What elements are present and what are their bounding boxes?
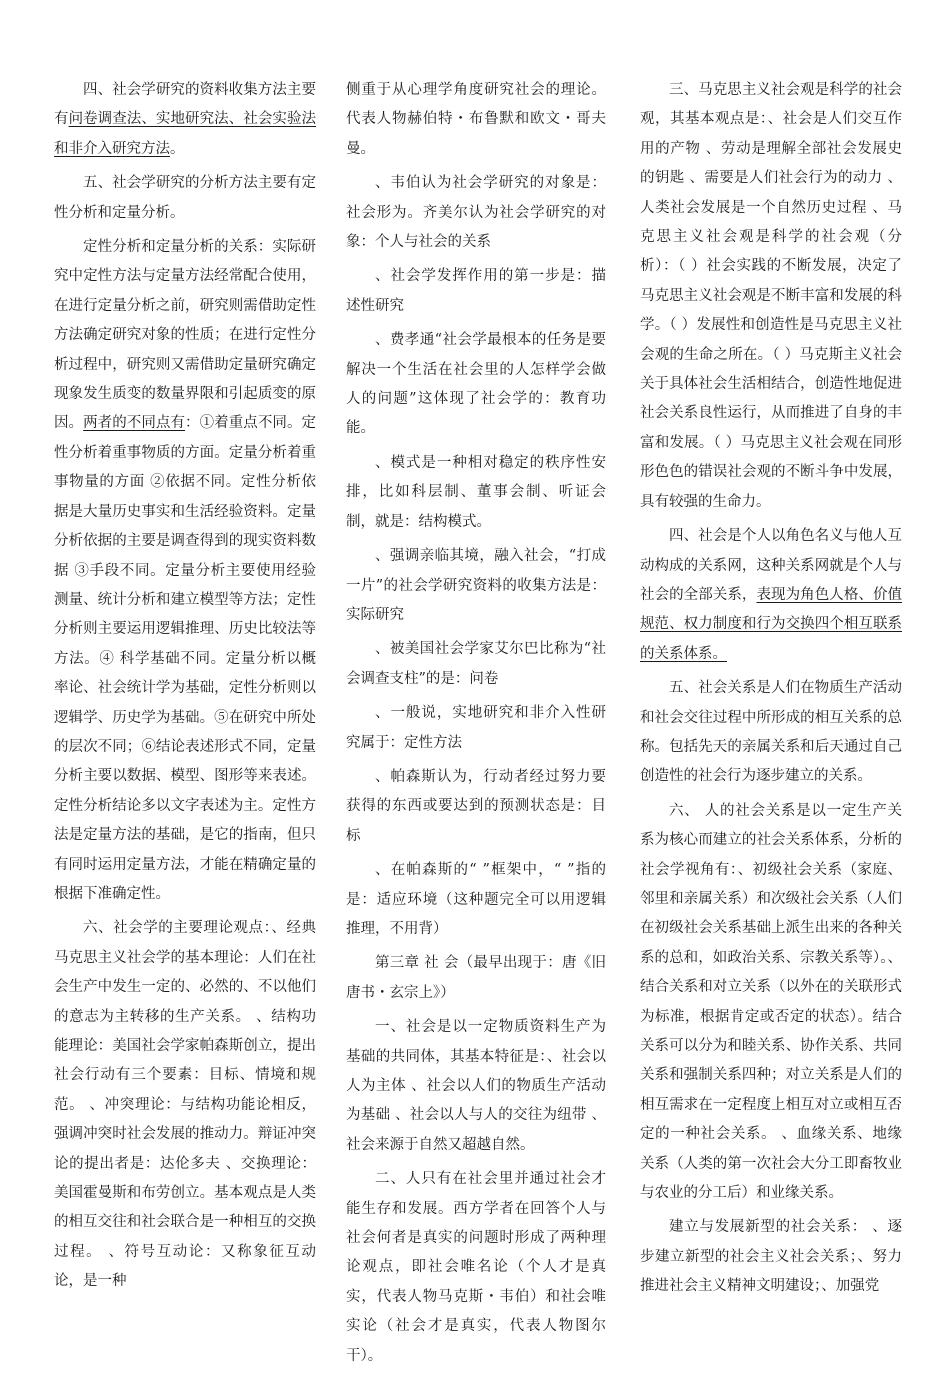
text-run: 六、 人的社会关系是以一定生产关系为核心而建立的社会关系体系，分析的社会学视角有：、初级社会关系（家庭、邻里和亲属关系）和次级社会关系（人们在初级社会关系基础上派生出来的各种关系的总和，如政治关系、宗教关系等）。、结合关系和对立关系（以外在的关联形式为标准，根据肯定或否定的状态）。结合关系可以分为和睦关系、协作关系、共同关系和强制关系四种；对立关系是人们的相互需求在一定程度上相互对立或相互否定的一种社会关系。 、血缘关系、地缘关系（人类的第一次社会大分工即畜牧业与农业的分工后）和业缘关系。	[640, 802, 902, 1202]
paragraph	[640, 674, 902, 792]
text-column-right	[640, 76, 902, 1307]
paragraph	[346, 76, 606, 164]
paragraph	[640, 522, 902, 669]
text-column-middle	[346, 76, 606, 1376]
text-run: 、社会学发挥作用的第一步是：描述性研究	[346, 268, 606, 314]
paragraph	[346, 1165, 606, 1371]
text-run: 、帕森斯认为，行动者经过努力要获得的东西或要达到的预测状态是：目标	[346, 768, 606, 844]
text-run: 。	[170, 140, 185, 157]
text-run: 六、社会学的主要理论观点：、经典马克思主义社会学的基本理论：人们在社会生产中发生一定的、必然的、不以他们的意志为主转移的生产关系。 、结构功能理论：美国社会学家帕森斯创立，提出社会行动有三个要素：目标、情境和规范。 、冲突理论：与结构功能论相反，强调冲突时社会发展的推动力。辩证冲突论的提出者是：达伦多夫 、交换理论：美国霍曼斯和布劳创立。基本观点是人类的相互交往和社会联合是一种相互的交换过程。 、符号互动论：又称象征互动论，是一种	[54, 920, 316, 1290]
text-run: ：①着重点不同。定性分析着重事物质的方面。定量分析着重事物量的方面 ②依据不同。定性分析依据是大量历史事实和生活经验资料。定量分析依据的主要是调查得到的现实资料数据 ③手段不同。定量分析主要使用经验测量、统计分析和建立模型等方法；定性分析则主要运用逻辑推理、历史比较法等方法。④ 科学基础不同。定量分析以概率论、社会统计学为基础，定性分析则以逻辑学、历史学为基础。⑤在研究中所处的层次不同；⑥结论表述形式不同，定量分析主要以数据、模型、图形等来表述。定性分析结论多以文字表述为主。定性方法是定量方法的基础，是它的指南，但只有同时运用定量方法，才能在精确定量的根据下准确定性。	[54, 415, 317, 902]
text-run: 二、人只有在社会里并通过社会才能生存和发展。西方学者在回答个人与社会何者是真实的问题时形成了两种理论观点，即社会唯名论（个人才是真实，代表人物马克斯・韦伯）和社会唯实论（社会才是真实，代表人物图尔干）。	[346, 1171, 606, 1364]
paragraph	[54, 76, 316, 164]
text-run: 、费孝通“社会学最根本的任务是要解决一个生活在社会里的人怎样学会做人的问题”这体现了社会学的：教育功能。	[346, 332, 606, 437]
text-run: 五、社会学研究的分析方法主要有定性分析和定量分析。	[54, 175, 316, 221]
paragraph	[640, 76, 902, 517]
text-run: 、被美国社会学家艾尔巴比称为“社会调查支柱”的是：问卷	[346, 641, 606, 687]
paragraph	[346, 856, 606, 944]
paragraph	[346, 449, 606, 537]
underlined-text: 表现为角色人格、价值规范、权力制度和行为交换四个相互联系的关系体系。	[640, 586, 903, 662]
paragraph	[54, 914, 316, 1296]
text-run: 五、社会关系是人们在物质生产活动和社会交往过程中所形成的相互关系的总称。包括先天的亲属关系和后天通过自己创造性的社会行为逐步建立的关系。	[640, 680, 902, 785]
text-run: 一、社会是以一定物质资料生产为基础的共同体，其基本特征是：、社会以人为主体 、社会以人们的物质生产活动为基础 、社会以人与人的交往为纽带 、社会来源于自然又超越自然。	[346, 1019, 606, 1153]
text-run: 侧重于从心理学角度研究社会的理论。代表人物赫伯特・布鲁默和欧文・哥夫曼。	[346, 82, 606, 157]
underlined-text: 问卷调查法、实地研究法、社会实验法和非介入研究方法	[54, 111, 317, 157]
text-run: 四、社会学研究的资料收集方法主要有	[54, 82, 316, 128]
paragraph	[346, 169, 606, 257]
paragraph	[346, 542, 606, 630]
text-run: 三、马克思主义社会观是科学的社会观，其基本观点是：、社会是人们交互作用的产物 、劳动是理解全部社会发展史的钥匙 、需要是人们社会行为的动力 、人类社会发展是一个自然历史过程 、马克思主义社会观是科学的社会观（分析）：（ ）社会实践的不断发展，决定了马克思主义社会观是不断丰富和发展的科学。（ ）发展性和创造性是马克思主义社会观的生命之所在。（ ）马克斯主义社会关于具体社会生活相结合，创造性地促进社会关系良性运行，从而推进了自身的丰富和发展。（ ）马克思主义社会观在同形形色色的错误社会观的不断斗争中发展，具有较强的生命力。	[640, 82, 902, 510]
text-run: 、韦伯认为社会学研究的对象是：社会形为。齐美尔认为社会学研究的对象：个人与社会的关系	[346, 175, 606, 251]
paragraph	[54, 233, 316, 909]
text-run: 四、社会是个人以角色名义与他人互动构成的关系网，这种关系网就是个人与社会的全部关系，	[640, 528, 902, 603]
underlined-text: 两者的不同点有	[83, 415, 186, 432]
text-run: 第三章 社 会（最早出现于：唐《旧唐书・玄宗上》）	[346, 955, 606, 1001]
paragraph	[640, 797, 902, 1209]
paragraph	[54, 169, 316, 228]
paragraph	[346, 326, 606, 444]
text-run: 、在帕森斯的“ ”框架中，“ ”指的是：适应环境（这种题完全可以用逻辑推理，不用背）	[346, 862, 606, 937]
text-run: 、强调亲临其境，融入社会，“打成一片”的社会学研究资料的收集方法是：实际研究	[346, 548, 606, 623]
paragraph	[640, 1213, 902, 1301]
text-run: 建立与发展新型的社会关系： 、逐步建立新型的社会主义社会关系；、努力推进社会主义精神文明建设；、加强党	[640, 1219, 902, 1295]
paragraph	[346, 763, 606, 851]
paragraph	[346, 949, 606, 1008]
text-run: 、一般说，实地研究和非介入性研究属于：定性方法	[346, 705, 606, 751]
paragraph	[346, 635, 606, 694]
paragraph	[346, 1013, 606, 1160]
paragraph	[346, 262, 606, 321]
text-run: 定性分析和定量分析的关系：实际研究中定性方法与定量方法经常配合使用，在进行定量分析之前，研究则需借助定性方法确定研究对象的性质；在进行定性分析过程中，研究则又需借助定量研究确定现象发生质变的数量界限和引起质变的原因。	[54, 239, 316, 432]
text-column-left	[54, 76, 316, 1302]
paragraph	[346, 699, 606, 758]
text-run: 、模式是一种相对稳定的秩序性安排，比如科层制、董事会制、听证会制，就是：结构模式。	[346, 454, 606, 530]
